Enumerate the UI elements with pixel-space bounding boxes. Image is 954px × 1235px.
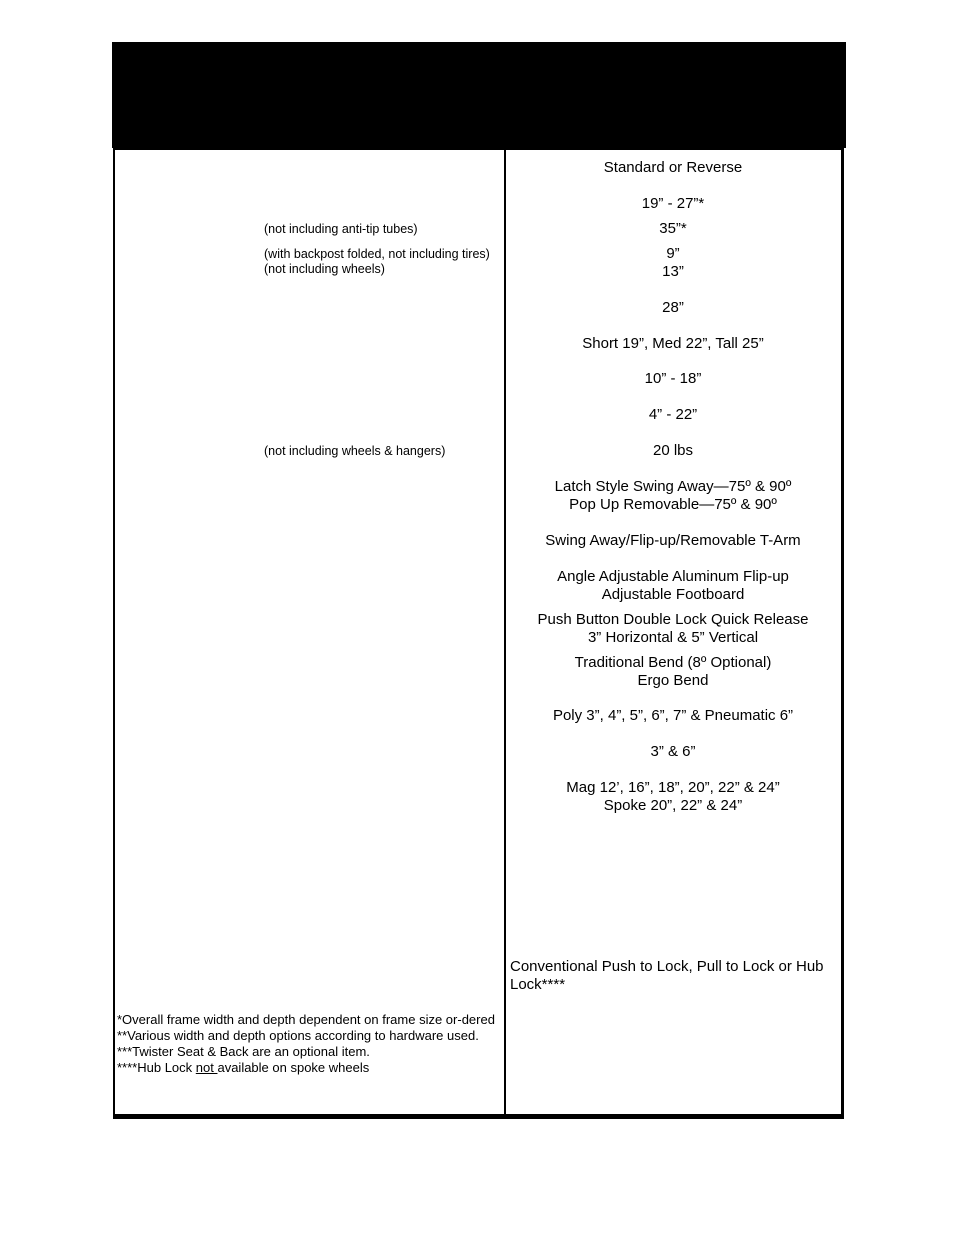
value-adjust-range: 4” - 22” (648, 406, 698, 423)
value-axle-b: 3” Horizontal & 5” Vertical (587, 629, 759, 646)
footnote-4-emphasis: not (195, 1060, 218, 1075)
footnote-4 (117, 1060, 497, 1076)
note-wheels-hangers: (not including wheels & hangers) (264, 444, 446, 458)
value-weight: 20 lbs (652, 442, 694, 459)
value-wheel-locks: Conventional Push to Lock, Pull to Lock or Hub Lock**** (510, 958, 824, 993)
value-wheels-a: Mag 12’, 16”, 18”, 20”, 22” & 24” (566, 779, 780, 796)
value-backpost-a: Traditional Bend (8º Optional) (574, 654, 772, 671)
value-back-height: Short 19”, Med 22”, Tall 25” (582, 335, 764, 352)
value-backpost-b: Ergo Bend (637, 672, 709, 689)
value-axle-a: Push Button Double Lock Quick Release (537, 611, 809, 628)
value-frontrigging-b: Pop Up Removable—75º & 90º (569, 496, 777, 513)
value-folded-height: 9” (666, 245, 680, 262)
footnotes (117, 1012, 497, 1076)
footnote-1: *Overall frame width and depth dependent on frame size or-dered (117, 1012, 495, 1027)
value-casters: Poly 3”, 4”, 5”, 6”, 7” & Pneumatic 6” (552, 707, 794, 724)
value-seat-range: 10” - 18” (644, 370, 702, 387)
note-anti-tip: (not including anti-tip tubes) (264, 222, 418, 236)
value-length: 28” (662, 299, 684, 316)
value-wheels-b: Spoke 20”, 22” & 24” (603, 797, 743, 814)
value-depth: 35”* (659, 220, 687, 237)
value-folded-width: 13” (662, 263, 684, 280)
value-armrests: Swing Away/Flip-up/Removable T-Arm (545, 532, 801, 549)
value-frame-style: Standard or Reverse (603, 159, 743, 176)
footnote-4-prefix: ****Hub Lock (117, 1060, 196, 1075)
footnote-4-suffix: available on spoke wheels (217, 1060, 370, 1075)
value-footrest-b: Adjustable Footboard (601, 586, 745, 603)
footnote-3: ***Twister Seat & Back are an optional item. (117, 1044, 370, 1059)
note-no-wheels: (not including wheels) (264, 262, 385, 276)
value-width-range: 19” - 27”* (641, 195, 705, 212)
value-frontrigging-a: Latch Style Swing Away—75º & 90º (554, 478, 792, 495)
header-bar (112, 42, 846, 148)
footnote-2: **Various width and depth options according to hardware used. (117, 1028, 479, 1043)
value-fork: 3” & 6” (650, 743, 696, 760)
value-footrest-a: Angle Adjustable Aluminum Flip-up (557, 568, 789, 585)
column-divider (504, 148, 506, 1119)
note-backpost: (with backpost folded, not including tires) (264, 247, 490, 261)
